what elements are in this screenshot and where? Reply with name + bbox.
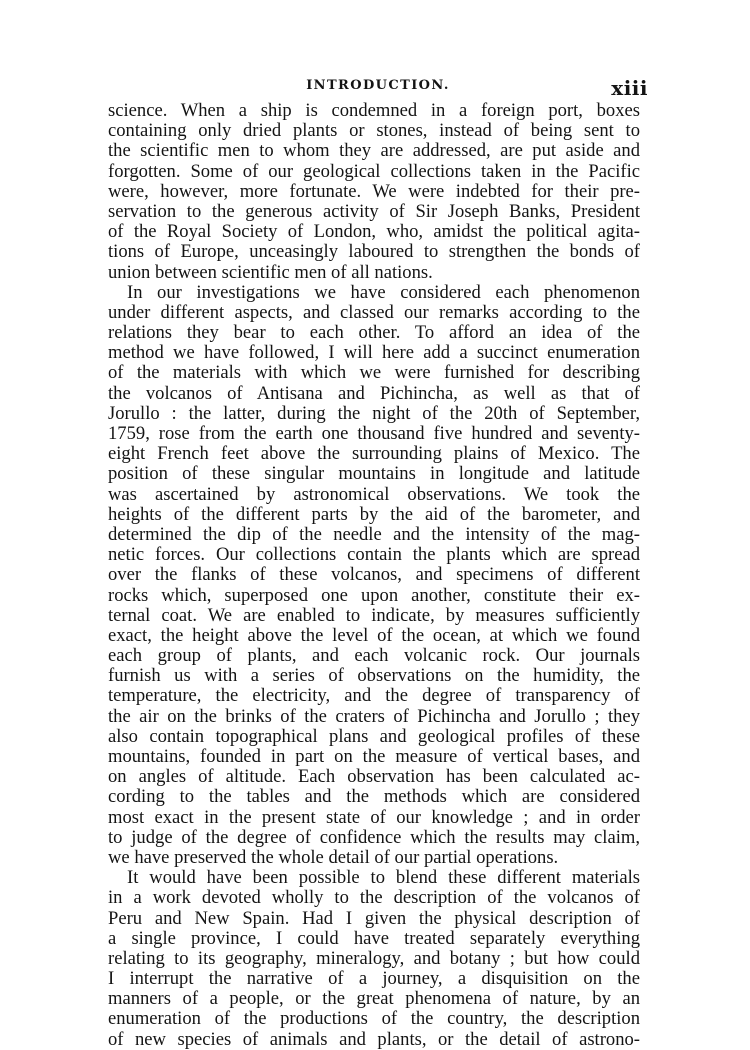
text-line: Jorullo : the latter, during the night of the 20th of September, bbox=[108, 402, 640, 424]
text-line: a single province, I could have treated separately everything bbox=[108, 927, 640, 949]
text-line: ternal coat. We are enabled to indicate, by measures sufficiently bbox=[108, 604, 640, 626]
text-line: exact, the height above the level of the ocean, at which we found bbox=[108, 624, 640, 646]
text-line: over the flanks of these volcanos, and specimens of different bbox=[108, 564, 640, 586]
text-line: enumeration of the productions of the country, the description bbox=[108, 1008, 640, 1030]
text-line: Peru and New Spain. Had I given the physical description of bbox=[108, 907, 640, 929]
running-head bbox=[108, 76, 648, 100]
text-line: we have preserved the whole detail of our partial operations. bbox=[108, 846, 559, 868]
text-line: of the Royal Society of London, who, amidst the political agita- bbox=[108, 221, 640, 243]
body-text bbox=[108, 101, 640, 1050]
text-line: of the materials with which we were furnished for describing bbox=[108, 362, 640, 384]
text-line: under different aspects, and classed our remarks according to the bbox=[108, 301, 640, 323]
text-line: the volcanos of Antisana and Pichincha, as well as that of bbox=[108, 382, 640, 404]
text-line: servation to the generous activity of Sir Joseph Banks, President bbox=[108, 200, 640, 222]
text-line: relations they bear to each other. To afford an idea of the bbox=[108, 322, 640, 344]
text-line: containing only dried plants or stones, instead of being sent to bbox=[108, 120, 640, 142]
paragraph bbox=[108, 283, 640, 868]
text-line: most exact in the present state of our knowledge ; and in order bbox=[108, 806, 640, 828]
page-number: xiii bbox=[611, 76, 648, 100]
text-line: heights of the different parts by the aid of the barometer, and bbox=[108, 503, 640, 525]
paragraph bbox=[108, 101, 640, 283]
text-line: furnish us with a series of observations on the humidity, the bbox=[108, 665, 640, 687]
text-line: I interrupt the narrative of a journey, a disquisition on the bbox=[108, 968, 640, 990]
text-line: eight French feet above the surrounding plains of Mexico. The bbox=[108, 443, 640, 465]
text-line: tions of Europe, unceasingly laboured to strengthen the bonds of bbox=[108, 241, 640, 263]
text-line: also contain topographical plans and geological profiles of these bbox=[108, 725, 640, 747]
text-line: position of these singular mountains in longitude and latitude bbox=[108, 463, 640, 485]
text-line: union between scientific men of all nations. bbox=[108, 261, 433, 283]
text-line: in a work devoted wholly to the description of the volcanos of bbox=[108, 887, 640, 909]
text-line: In our investigations we have considered each phenomenon bbox=[127, 281, 640, 303]
text-line: temperature, the electricity, and the degree of transparency of bbox=[108, 685, 640, 707]
text-line: method we have followed, I will here add a succinct enumeration bbox=[108, 342, 640, 364]
text-line: were, however, more fortunate. We were indebted for their pre- bbox=[108, 180, 640, 202]
text-line: rocks which, superposed one upon another, constitute their ex- bbox=[108, 584, 640, 606]
text-line: determined the dip of the needle and the intensity of the mag- bbox=[108, 523, 640, 545]
text-line: science. When a ship is condemned in a foreign port, boxes bbox=[108, 100, 640, 121]
text-line: of new species of animals and plants, or the detail of astrono- bbox=[108, 1028, 640, 1050]
text-line: the air on the brinks of the craters of Pichincha and Jorullo ; they bbox=[108, 705, 640, 727]
running-title: INTRODUCTION. bbox=[306, 78, 450, 93]
text-line: It would have been possible to blend these different materials bbox=[127, 867, 640, 889]
text-line: forgotten. Some of our geological collections taken in the Pacific bbox=[108, 160, 640, 182]
text-line: relating to its geography, mineralogy, and botany ; but how could bbox=[108, 947, 640, 969]
text-line: 1759, rose from the earth one thousand five hundred and seventy- bbox=[108, 423, 640, 444]
text-line: the scientific men to whom they are addressed, are put aside and bbox=[108, 140, 640, 162]
text-line: cording to the tables and the methods which are considered bbox=[108, 786, 640, 808]
text-line: manners of a people, or the great phenomena of nature, by an bbox=[108, 988, 640, 1010]
text-line: was ascertained by astronomical observations. We took the bbox=[108, 483, 640, 505]
text-line: netic forces. Our collections contain the plants which are spread bbox=[108, 544, 640, 566]
text-line: mountains, founded in part on the measure of vertical bases, and bbox=[108, 746, 640, 767]
text-line: on angles of altitude. Each observation has been calculated ac- bbox=[108, 766, 640, 788]
text-line: each group of plants, and each volcanic rock. Our journals bbox=[108, 645, 640, 667]
paragraph bbox=[108, 868, 640, 1050]
text-line: to judge of the degree of confidence which the results may claim, bbox=[108, 826, 640, 848]
